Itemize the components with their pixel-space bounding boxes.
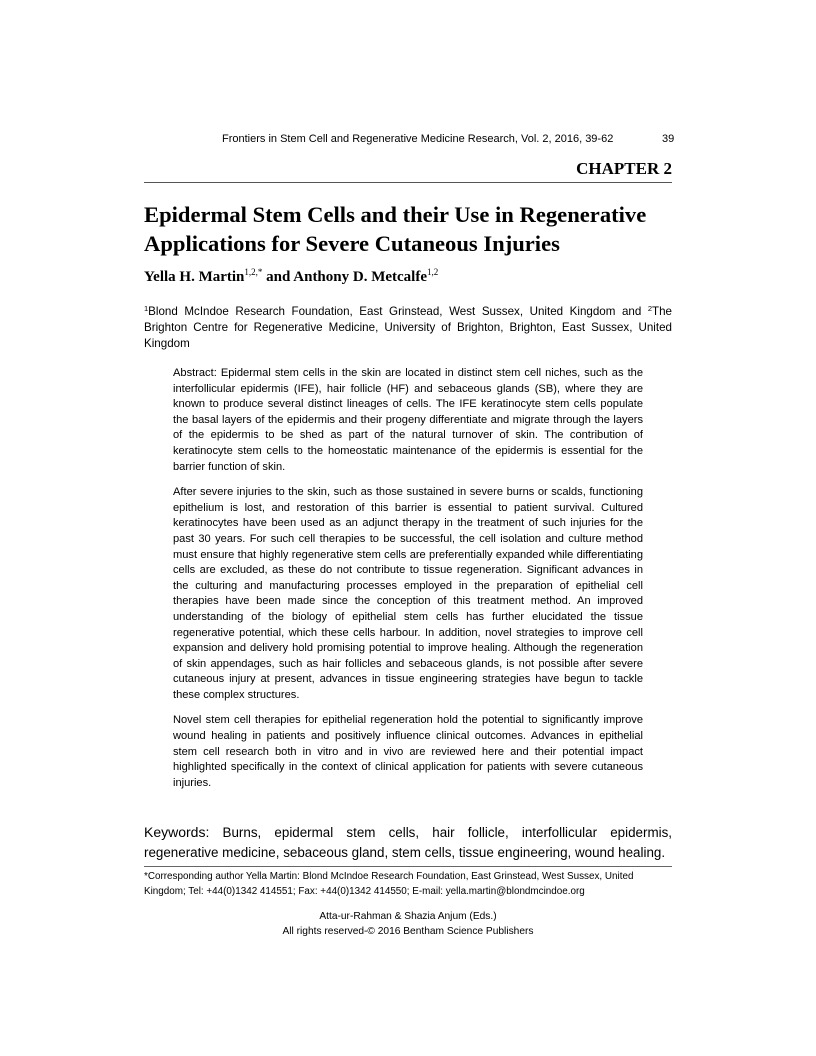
paper-title: Epidermal Stem Cells and their Use in Regenerative Applications for Severe Cutaneous Injuries [144,202,647,256]
abstract-text: Epidermal stem cells in the skin are located in distinct stem cell niches, such as the interfollicular epidermis (IFE), hair follicle (HF) and sebaceous glands (SB), where they are known to produce several distinct lineages of cells. The IFE keratinocyte stem cells populate the basal layers of the epidermis and their progeny differentiate and migrate through the layers of the epidermis to be shed as part of the natural turnover of skin. The contribution of keratinocyte stem cells to the homeostatic maintenance of the epidermis is essential for the barrier function of skin. [173,367,643,473]
footnote-text: Blond McIndoe Research Foundation, East Grinstead, West Sussex, United Kingdom; Tel: +44(0)1342 414551; Fax: +44(0)1342 414550; E-mail: yella.martin@blondmcindoe.org [144,871,634,897]
affiliation-text: Blond McIndoe Research Foundation, East Grinstead, West Sussex, United Kingdom and [148,305,648,318]
keywords-label: Keywords: [144,824,210,840]
abstract-label: Abstract: [173,367,217,379]
chapter-label: CHAPTER 2 [576,159,672,178]
corresponding-author-footnote [144,869,672,899]
author-list [144,268,672,287]
publisher-footer [144,909,672,939]
abstract [173,366,643,791]
keywords [144,823,672,862]
author-affiliation-marker: 1,2 [427,267,439,277]
affiliation-text: The Brighton Centre for Regenerative Medicine, University of Brighton, Brighton, East Sussex, United Kingdom [144,305,672,350]
affiliation-marker: 2 [647,304,653,313]
running-head [0,132,816,148]
author-name: Yella H. Martin [144,269,245,285]
abstract-paragraph: Novel stem cell therapies for epithelial regeneration hold the potential to significantly improve wound healing in patients and positively influence clinical outcomes. Advances in epithelial stem cell research both in vitro and in vivo are reviewed here and their potential impact highlighted specifically in the context of clinical application for patients with severe cutaneous injuries. [173,714,643,789]
author-name: Anthony D. Metcalfe [293,269,427,285]
journal-citation: Frontiers in Stem Cell and Regenerative Medicine Research, Vol. 2, 2016, 39-62 [222,133,614,145]
header-divider [144,182,672,183]
abstract-paragraph: After severe injuries to the skin, such as those sustained in severe burns or scalds, functioning epithelium is lost, and restoration of this barrier is essential to patient survival. Cultured keratinocytes have been used as an adjunct therapy in the treatment of such injuries for the past 30 years. For such cell therapies to be successful, the cell isolation and culture method must ensure that highly regenerative stem cells are preferentially expanded while differentiating cells are excluded, as these do not contribute to tissue regeneration. Significant advances in the culturing and manufacturing processes employed in the preparation of epithelial cell therapies have been made since the conception of this treatment method. An improved understanding of the biology of epithelial stem cells has further elucidated the tissue regenerative potential, which these cells harbour. In addition, novel strategies to improve cell expansion and delivery hold promising potential to improve healing. Although the regeneration of skin appendages, such as hair follicles and sebaceous glands, is not possible after severe cutaneous injury at present, advances in tissue engineering strategies have begun to tackle these complex structures. [173,486,643,701]
affiliations [144,304,672,352]
page-number: 39 [662,133,675,145]
abstract-paragraph [173,366,643,475]
affiliation-marker: 1 [144,304,149,313]
keywords-text: Burns, epidermal stem cells, hair follicle, interfollicular epidermis, regenerative medicine, sebaceous gland, stem cells, tissue engineering, wound healing. [144,825,672,860]
footnote-label: *Corresponding author Yella Martin: [144,871,300,882]
author-conjunction: and [262,269,294,285]
copyright-line: All rights reserved-© 2016 Bentham Science Publishers [282,926,534,937]
editors-line: Atta-ur-Rahman & Shazia Anjum (Eds.) [319,911,497,922]
author-affiliation-marker: 1,2,* [244,267,263,277]
footnote-divider [144,866,672,867]
